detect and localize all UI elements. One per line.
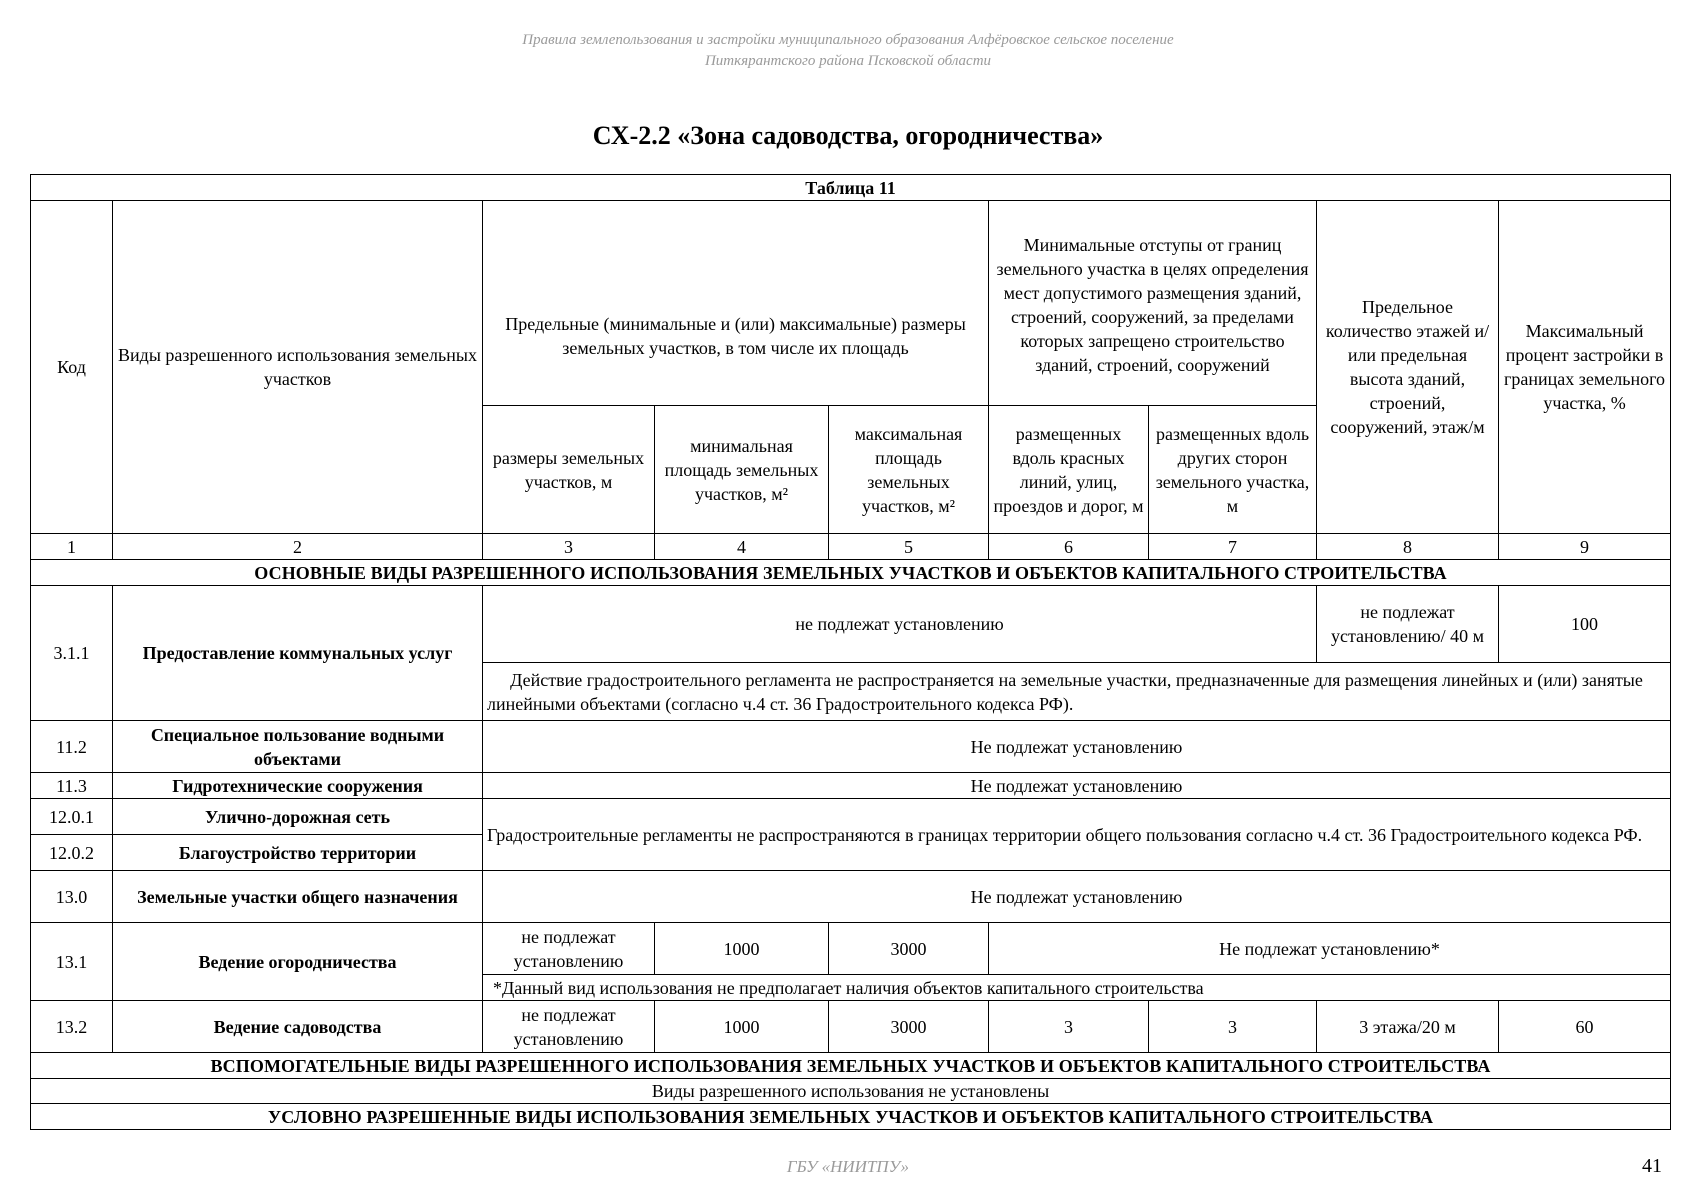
row-max-area: 3000 [829,923,989,975]
table-row [31,586,1671,663]
row-setback-other: 3 [1149,1001,1317,1053]
col-header-min-area: минимальная площадь земельных участков, м² [655,406,829,534]
row-note: Действие градостроительного регламента не распространяется на земельные участки, предназначенные для размещения линейных и (или) занятые линейными объектами (согласно ч.4 ст. 36 Градостроительного кодекса РФ). [483,663,1671,721]
running-header [0,30,1696,72]
row-use-name: Ведение огородничества [113,923,483,1001]
row-floors: 3 этажа/20 м [1317,1001,1499,1053]
section-conditional-heading: УСЛОВНО РАЗРЕШЕННЫЕ ВИДЫ ИСПОЛЬЗОВАНИЯ ЗЕМЕЛЬНЫХ УЧАСТКОВ И ОБЪЕКТОВ КАПИТАЛЬНОГО СТРОИТЕЛЬСТВА [31,1104,1671,1130]
table-row [31,1001,1671,1053]
column-number: 5 [829,534,989,560]
table-row [31,923,1671,975]
col-header-setback-red: размещенных вдоль красных линий, улиц, проездов и дорог, м [989,406,1149,534]
column-number: 1 [31,534,113,560]
row-value: Не подлежат установлению [483,871,1671,923]
regulations-table [30,174,1671,1130]
table-row [31,871,1671,923]
section-auxiliary-note: Виды разрешенного использования не установлены [31,1079,1671,1104]
row-code: 13.2 [31,1001,113,1053]
row-setback-red: 3 [989,1001,1149,1053]
page-number: 41 [1642,1155,1662,1177]
row-rest: Не подлежат установлению* [989,923,1671,975]
column-number-row [31,534,1671,560]
row-size: не подлежат установлению [483,923,655,975]
column-number: 8 [1317,534,1499,560]
col-header-coverage: Максимальный процент застройки в границах земельного участка, % [1499,201,1671,534]
row-code: 13.0 [31,871,113,923]
col-header-code: Код [31,201,113,534]
table-row [31,721,1671,773]
header-row [31,201,1671,406]
row-use-name: Специальное пользование водными объектами [113,721,483,773]
row-code: 11.3 [31,773,113,799]
row-floors: не подлежат установлению/ 40 м [1317,586,1499,663]
row-note: Градостроительные регламенты не распространяются в границах территории общего пользования согласно ч.4 ст. 36 Градостроительного кодекса РФ. [483,799,1671,871]
col-header-setback-group: Минимальные отступы от границ земельного участка в целях определения мест допустимого размещения зданий, строений, сооружений, за пределами которых запрещено строительство зданий, строений, сооружений [989,201,1317,406]
section-main-heading: ОСНОВНЫЕ ВИДЫ РАЗРЕШЕННОГО ИСПОЛЬЗОВАНИЯ ЗЕМЕЛЬНЫХ УЧАСТКОВ И ОБЪЕКТОВ КАПИТАЛЬНОГО СТРОИТЕЛЬСТВА [31,560,1671,586]
row-code: 3.1.1 [31,586,113,721]
row-use-name: Благоустройство территории [113,835,483,871]
row-coverage: 100 [1499,586,1671,663]
row-code: 12.0.1 [31,799,113,835]
section-conditional-row [31,1104,1671,1130]
row-size: не подлежат установлению [483,1001,655,1053]
row-min-area: 1000 [655,1001,829,1053]
row-use-name: Ведение садоводства [113,1001,483,1053]
row-code: 11.2 [31,721,113,773]
row-use-name: Улично-дорожная сеть [113,799,483,835]
section-auxiliary-note-row [31,1079,1671,1104]
col-header-floors: Предельное количество этажей и/или предельная высота зданий, строений, сооружений, этаж/м [1317,201,1499,534]
col-header-use-type: Виды разрешенного использования земельных участков [113,201,483,534]
table-number: Таблица 11 [31,175,1671,201]
row-limits: не подлежат установлению [483,586,1317,663]
running-header-line-1: Правила землепользования и застройки муниципального образования Алфёровское сельское поселение [522,32,1174,48]
footer-organization: ГБУ «НИИТПУ» [786,1157,910,1176]
col-header-setback-other: размещенных вдоль других сторон земельного участка, м [1149,406,1317,534]
table-row [31,773,1671,799]
running-header-line-2: Питкярантского района Псковской области [704,53,992,69]
row-use-name: Земельные участки общего назначения [113,871,483,923]
col-header-max-area: максимальная площадь земельных участков, м² [829,406,989,534]
row-max-area: 3000 [829,1001,989,1053]
row-value: Не подлежат установлению [483,721,1671,773]
row-coverage: 60 [1499,1001,1671,1053]
column-number: 2 [113,534,483,560]
row-value: Не подлежат установлению [483,773,1671,799]
column-number: 9 [1499,534,1671,560]
table-row [31,799,1671,835]
row-code: 13.1 [31,923,113,1001]
column-number: 6 [989,534,1149,560]
column-number: 4 [655,534,829,560]
row-use-name: Предоставление коммунальных услуг [113,586,483,721]
section-main-row [31,560,1671,586]
row-note: *Данный вид использования не предполагает наличия объектов капитального строительства [483,975,1671,1001]
col-header-size-m: размеры земельных участков, м [483,406,655,534]
row-code: 12.0.2 [31,835,113,871]
section-auxiliary-heading: ВСПОМОГАТЕЛЬНЫЕ ВИДЫ РАЗРЕШЕННОГО ИСПОЛЬЗОВАНИЯ ЗЕМЕЛЬНЫХ УЧАСТКОВ И ОБЪЕКТОВ КАПИТАЛЬНОГО СТРОИТЕЛЬСТВА [31,1053,1671,1079]
row-min-area: 1000 [655,923,829,975]
col-header-size-group: Предельные (минимальные и (или) максимальные) размеры земельных участков, в том числе их площадь [483,201,989,406]
section-auxiliary-row [31,1053,1671,1079]
column-number: 7 [1149,534,1317,560]
table-number-row [31,175,1671,201]
column-number: 3 [483,534,655,560]
page-title: СХ-2.2 «Зона садоводства, огородничества» [592,121,1104,150]
row-use-name: Гидротехнические сооружения [113,773,483,799]
